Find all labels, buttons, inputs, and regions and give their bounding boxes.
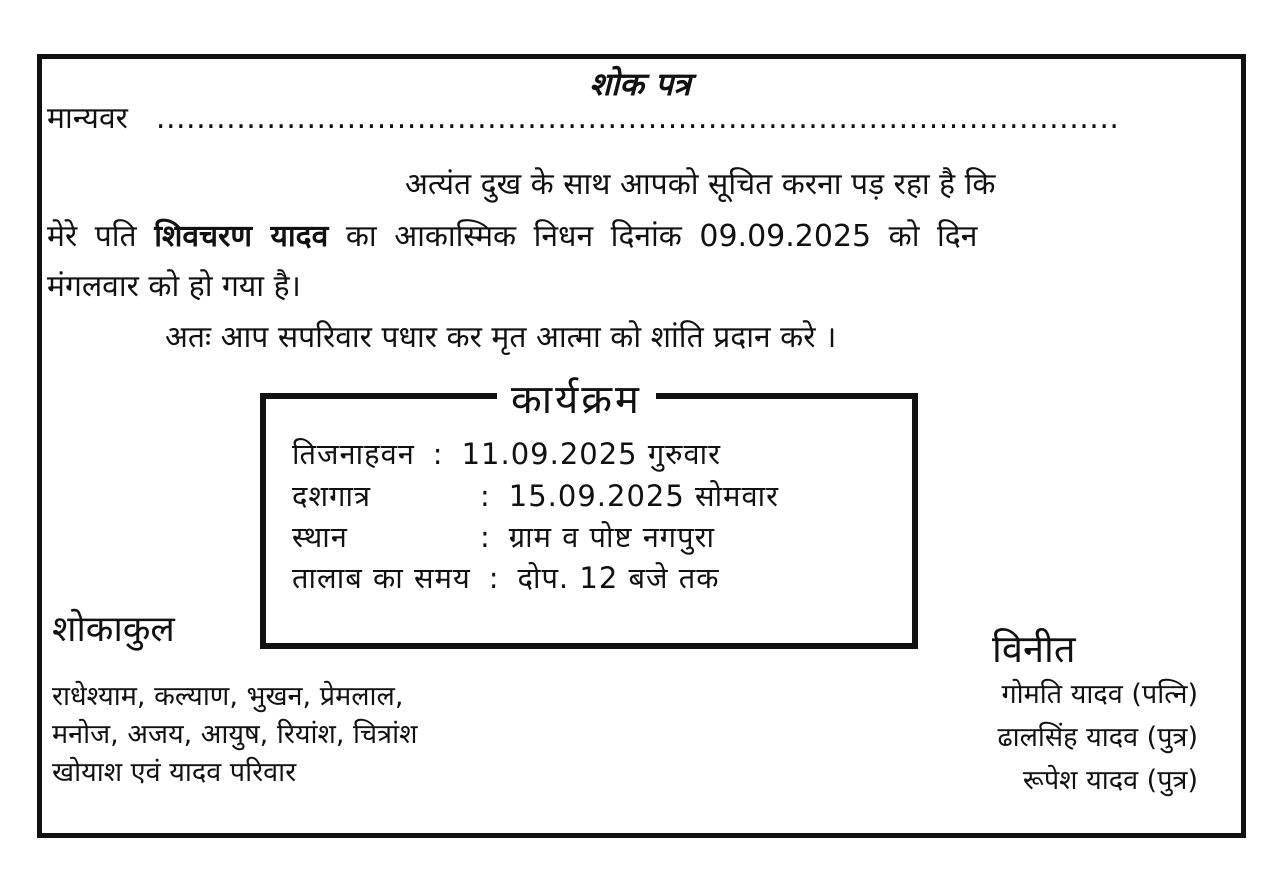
- body-line-3: मंगलवार को हो गया है।: [47, 269, 301, 304]
- program-row: [292, 476, 779, 515]
- vinit-heading: विनीत: [992, 627, 1076, 671]
- mourners-line: मनोज, अजय, आयुष, रियांश, चित्रांश: [52, 719, 418, 750]
- program-row-value: 11.09.2025 गुरुवार: [461, 437, 722, 471]
- program-row-value: ग्राम व पोष्ट नगपुरा: [508, 520, 715, 554]
- deceased-name: शिवचरण यादव: [154, 219, 329, 254]
- vinit-line: गोमति यादव (पत्नि): [1001, 679, 1198, 710]
- program-row-label: तालाब का समय: [292, 561, 471, 595]
- program-row-value: 15.09.2025 सोमवार: [508, 479, 779, 513]
- program-row-separator: :: [480, 520, 491, 554]
- mourners-list: [52, 678, 417, 792]
- program-row-separator: :: [432, 437, 444, 471]
- mourners-line: राधेश्याम, कल्याण, भुखन, प्रेमलाल,: [52, 681, 404, 712]
- program-row: [292, 434, 721, 473]
- program-row-value: दोप. 12 बजे तक: [517, 561, 720, 595]
- body-line-4: अतः आप सपरिवार पधार कर मृत आत्मा को शांति प्रदान करे ।: [165, 320, 837, 355]
- salutation-label: मान्यवर: [47, 101, 128, 136]
- salutation: [47, 96, 1119, 137]
- body-line-2: [47, 214, 977, 255]
- program-title: कार्यक्रम: [497, 374, 656, 426]
- program-row-label: दशगात्र: [292, 479, 371, 513]
- program-row-label: स्थान: [292, 520, 348, 554]
- body-line-2-post: का आकास्मिक निधन दिनांक 09.09.2025 को दिन: [345, 219, 978, 254]
- name-blank-line: ................................................................................................: [155, 101, 1120, 136]
- vinit-line: ढालसिंह यादव (पुत्र): [997, 722, 1198, 753]
- program-row: [292, 558, 720, 597]
- program-row-separator: :: [480, 479, 491, 513]
- vinit-line: रूपेश यादव (पुत्र): [1022, 765, 1198, 796]
- vinit-list: [898, 673, 1198, 802]
- program-row-separator: :: [488, 561, 500, 595]
- program-row: [292, 517, 715, 556]
- letter-title: शोक पत्र: [589, 65, 691, 103]
- mourners-line: खोयाश एवं यादव परिवार: [52, 757, 297, 788]
- mourners-heading: शोकाकुल: [52, 609, 175, 650]
- body-line-2-pre: मेरे पति: [47, 219, 137, 254]
- body-line-1: अत्यंत दुख के साथ आपको सूचित करना पड़ रहा है कि: [405, 167, 996, 202]
- program-row-label: तिजनाहवन: [292, 437, 415, 471]
